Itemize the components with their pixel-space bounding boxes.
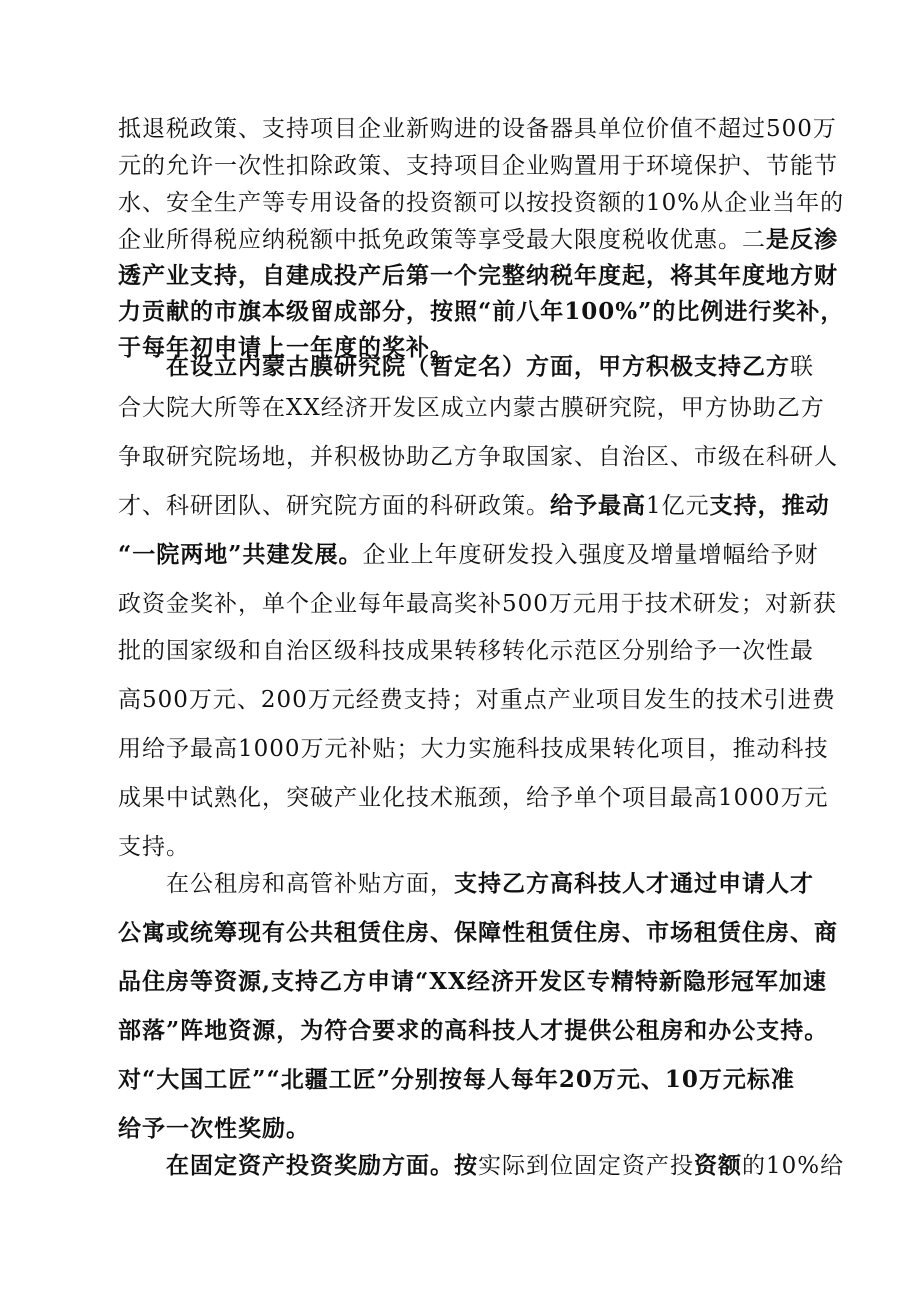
bold-text: 在设立内蒙古膜研究院（暂定名）方面，甲方积极支持乙方 <box>166 353 790 380</box>
text-run: 企业上年度研发投入强度及增量增幅给予财 <box>362 542 819 568</box>
text-line <box>118 784 829 812</box>
text-line <box>118 226 838 254</box>
text-line <box>166 870 814 898</box>
text-line <box>118 115 837 143</box>
bold-text: 是反渗 <box>766 226 838 253</box>
text-run: 政资金奖补，单个企业每年最高奖补500万元用于技术研发；对新获 <box>118 591 837 617</box>
bold-text: 透产业支持，自建成投产后第一个完整纳税年度起，将其年度地方财 <box>118 262 838 289</box>
text-line <box>118 686 836 714</box>
text-run: 支持。 <box>118 834 190 860</box>
text-run: 用给予最高1000万元补贴；大力实施科技成果转化项目，推动科技 <box>118 736 829 762</box>
text-line <box>166 353 814 381</box>
bold-text: “一院两地”共建发展。 <box>118 541 363 568</box>
text-line <box>118 443 838 471</box>
text-line <box>166 1152 844 1180</box>
bold-text: 对“大国工匠”“北疆工匠”分别按每人每年20万元、10万元标准 <box>118 1066 795 1093</box>
text-run: 抵退税政策、支持项目企业新购进的设备器具单位价值不超过500万 <box>118 116 837 142</box>
bold-text: 部落”阵地资源，为符合要求的高科技人才提供公租房和办公支持。 <box>118 1017 829 1044</box>
text-run: 的10%给 <box>742 1153 845 1179</box>
bold-text: 于每年初申请上一年度的奖补。 <box>118 334 454 361</box>
text-run: 企业所得税应纳税额中抵免政策等享受最大限度税收优惠。二 <box>118 227 766 253</box>
text-run: 批的国家级和自治区级科技成果转移转化示范区分别给予一次性最 <box>118 638 814 664</box>
text-line <box>118 541 818 569</box>
text-run: 合大院大所等在XX经济开发区成立内蒙古膜研究院，甲方协助乙方 <box>118 395 825 421</box>
text-line <box>118 735 829 763</box>
text-run: 在公租房和高管补贴方面， <box>166 871 454 897</box>
text-run: 1亿元 <box>646 493 710 519</box>
text-line <box>118 152 838 180</box>
bold-text: 支持，推动 <box>709 492 830 519</box>
bold-text: 品住房等资源,支持乙方申请“XX经济开发区专精特新隐形冠军加速 <box>118 968 827 995</box>
text-run: 联 <box>790 354 814 380</box>
text-line <box>118 1115 310 1143</box>
bold-text: 资额 <box>694 1152 742 1179</box>
text-run: 成果中试熟化，突破产业化技术瓶颈，给予单个项目最高1000万元 <box>118 785 829 811</box>
bold-text: 在固定资产投资奖励方面。按 <box>166 1152 478 1179</box>
bold-text: 给予一次性奖励。 <box>118 1115 310 1142</box>
text-line <box>118 1017 828 1045</box>
bold-text: 公寓或统筹现有公共租赁住房、保障性租赁住房、市场租赁住房、商 <box>118 919 838 946</box>
text-line <box>118 492 830 520</box>
bold-text: 支持乙方高科技人才通过申请人才 <box>454 870 814 897</box>
bold-text: 力贡献的市旗本级留成部分，按照“前八年100%”的比例进行奖补， <box>118 298 845 325</box>
text-line <box>118 968 827 996</box>
text-run: 水、安全生产等专用设备的投资额可以按投资额的10%从企业当年的 <box>118 190 845 216</box>
text-line <box>118 637 814 665</box>
text-line <box>118 262 838 290</box>
text-line <box>118 394 825 422</box>
text-run: 实际到位固定资产投 <box>478 1153 694 1179</box>
text-line <box>118 919 838 947</box>
text-line <box>118 590 837 618</box>
text-run: 高500万元、200万元经费支持；对重点产业项目发生的技术引进费 <box>118 687 836 713</box>
text-line <box>118 1066 795 1094</box>
text-line <box>118 189 844 217</box>
bold-text: 给予最高 <box>550 492 646 519</box>
text-run: 才、科研团队、研究院方面的科研政策。 <box>118 493 550 519</box>
text-line <box>118 833 190 861</box>
text-run: 争取研究院场地，并积极协助乙方争取国家、自治区、市级在科研人 <box>118 444 838 470</box>
text-line <box>118 298 844 326</box>
text-run: 元的允许一次性扣除政策、支持项目企业购置用于环境保护、节能节 <box>118 153 838 179</box>
